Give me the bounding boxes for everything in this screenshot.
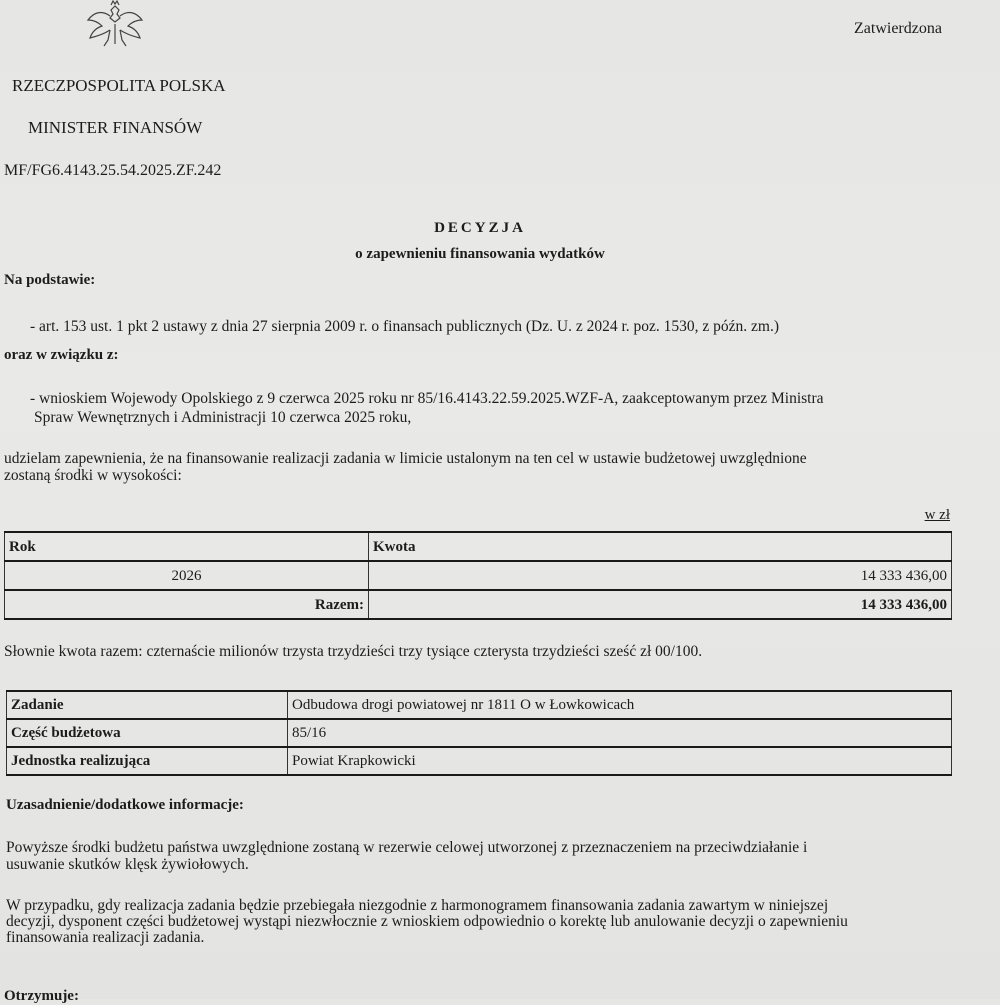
justification-para2-line3: finansowania realizacji zadania.	[6, 929, 205, 946]
year-cell: 2026	[5, 561, 369, 590]
decision-title: DECYZJA	[434, 220, 526, 236]
legal-basis-heading: Na podstawie:	[4, 272, 96, 288]
justification-heading: Uzasadnienie/dodatkowe informacje:	[6, 797, 244, 813]
total-row	[5, 590, 952, 619]
task-label: Zadanie	[7, 691, 288, 719]
task-table	[6, 690, 952, 776]
legal-basis-item: - art. 153 ust. 1 pkt 2 ustawy z dnia 27 sierpnia 2009 r. o finansach publicznych (Dz. U. z 2024 r. poz. 1530, z późn. zm.)	[30, 318, 779, 335]
justification-para2-line2: decyzji, dysponent części budżetowej wystąpi niezwłocznie z wnioskiem odpowiednio o korektę lub anulowanie decyzji o zapewnieniu	[6, 913, 848, 930]
budget-part-label: Część budżetowa	[7, 719, 288, 747]
approved-label: Zatwierdzona	[854, 20, 942, 37]
decision-subtitle: o zapewnieniu finansowania wydatków	[355, 246, 605, 262]
table-row	[7, 747, 952, 775]
amount-in-words: Słownie kwota razem: czternaście milionów trzysta trzydzieści trzy tysiące czterysta trzydzieści sześć zł 00/100.	[4, 643, 703, 660]
table-row	[7, 691, 952, 719]
relation-item-line1: - wnioskiem Wojewody Opolskiego z 9 czerwca 2025 roku nr 85/16.4143.22.59.2025.WZF-A, zaakceptowanym przez Ministra	[30, 390, 824, 407]
grant-statement-line1: udzielam zapewnienia, że na finansowanie realizacji zadania w limicie ustalonym na ten cel w ustawie budżetowej uwzględnione	[4, 450, 807, 467]
justification-para1-line1: Powyższe środki budżetu państwa uwzględnione zostaną w rezerwie celowej utworzonej z przeznaczeniem na przeciwdziałanie i	[6, 839, 808, 856]
task-value: Odbudowa drogi powiatowej nr 1811 O w Łowkowicach	[288, 691, 952, 719]
table-row	[7, 719, 952, 747]
total-label: Razem:	[5, 590, 369, 619]
recipients-heading: Otrzymuje:	[4, 988, 79, 1004]
table-header-row	[5, 532, 952, 561]
column-header-amount: Kwota	[369, 532, 952, 561]
relation-item-line2: Spraw Wewnętrznych i Administracji 10 czerwca 2025 roku,	[34, 409, 412, 426]
amount-cell: 14 333 436,00	[369, 561, 952, 590]
implementing-unit-label: Jednostka realizująca	[7, 747, 288, 775]
implementing-unit-value: Powiat Krapkowicki	[288, 747, 952, 775]
relation-heading: oraz w związku z:	[4, 347, 119, 363]
table-row	[5, 561, 952, 590]
justification-para1-line2: usuwanie skutków klęsk żywiołowych.	[6, 856, 249, 873]
total-amount: 14 333 436,00	[369, 590, 952, 619]
currency-unit: w zł	[924, 507, 950, 523]
grant-statement-line2: zostaną środki w wysokości:	[4, 467, 182, 484]
column-header-year: Rok	[5, 532, 369, 561]
reference-number: MF/FG6.4143.25.54.2025.ZF.242	[4, 162, 222, 179]
amount-table	[4, 531, 952, 620]
white-eagle-emblem-icon	[80, 0, 150, 50]
justification-para2-line1: W przypadku, gdy realizacja zadania będzie przebiegała niezgodnie z harmonogramem finansowania zadania zawartym w niniejszej	[6, 897, 829, 914]
country-name: RZECZPOSPOLITA POLSKA	[12, 76, 226, 95]
ministry-name: MINISTER FINANSÓW	[28, 118, 203, 137]
budget-part-value: 85/16	[288, 719, 952, 747]
